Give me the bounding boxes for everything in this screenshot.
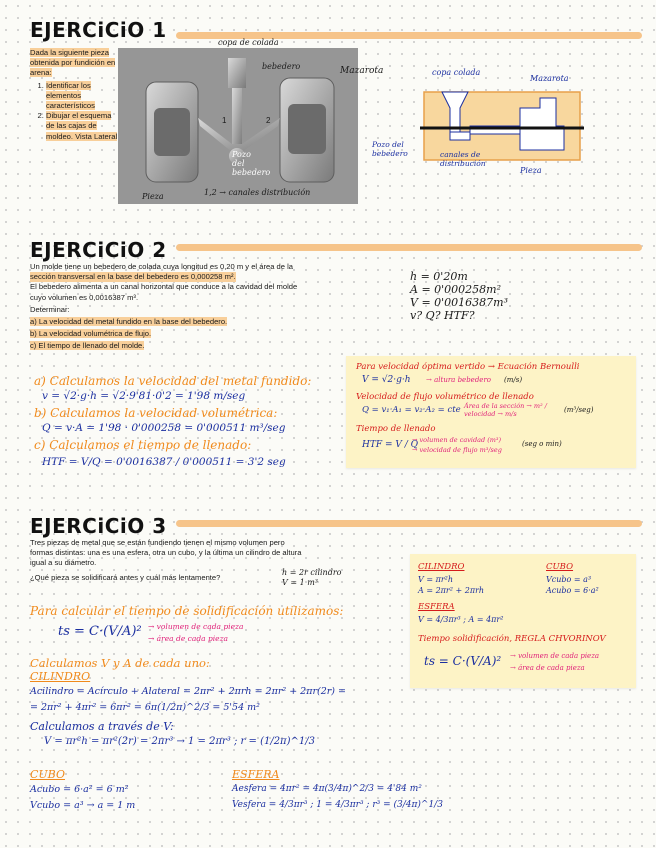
ej3-note-esf-t: ESFERA: [418, 602, 455, 612]
ej3-note-cyl-1: V = πr²h: [418, 575, 454, 584]
ej3-intro: Para calcular el tiempo de solidificación utilizamos:: [30, 604, 344, 618]
ej2-c-eq: HTF = V/Q = 0'0016387 / 0'000511 = 3'2 seg: [42, 456, 286, 468]
ej3-note-ts-n2: → área de cada pieza: [510, 664, 585, 672]
ej3-cubo-title: CUBO: [30, 768, 65, 781]
ej3-data-V: V = 1 m³: [282, 578, 318, 587]
ej2-c-title: c) Calculamos el tiempo de llenado:: [34, 438, 252, 452]
ej2-answers: [34, 374, 354, 468]
photo-label-copa: copa de colada: [218, 38, 279, 47]
ej3-note-cubo-2: Acubo = 6·a²: [546, 586, 599, 595]
ej3-line-2: formas distintas: una es una esfera, otra un cubo, y la última un cilindro de altura: [30, 548, 302, 558]
ej3-note-ts-t: Tiempo solidificación, REGLA CHVORINOV: [418, 634, 606, 644]
ej2-line-3: El bebedero alimenta a un canal horizontal que conduce a la cavidad del molde: [30, 282, 298, 292]
ej3-esf-title: ESFERA: [232, 768, 280, 781]
diagram-label-copa: copa colada: [432, 68, 481, 77]
ej1-item-1: 1. Identificar los elementos característicos: [46, 81, 118, 112]
ej2-q-c: c) El tiempo de llenado del molde.: [30, 341, 145, 351]
ej3-question: ¿Qué pieza se solidificará antes y cuál más lentamente?: [30, 572, 221, 582]
ej3-formula: ts = C·(V/A)²: [58, 624, 142, 639]
ej2-data-A: A = 0'000258m²: [410, 283, 502, 296]
ej2-line-1: Un molde tiene un bebedero de colada cuya longitud es 0,20 m y el área de la: [30, 262, 294, 271]
ej3-calc-title: Calculamos V y A de cada uno:: [30, 656, 210, 670]
ej3-cyl-l4: V = πr²h = πr²(2r) = 2πr³ → 1 = 2πr³ ; r = (1/2π)^1/3: [44, 736, 316, 747]
ej3-title-bar: [176, 520, 642, 527]
photo-label-canales: 1,2 → canales distribución: [204, 188, 311, 197]
ej1-statement: [30, 48, 118, 142]
diagram-label-canales: canales de distribución: [440, 150, 486, 168]
ej2-statement: [30, 262, 370, 352]
ej2-note-f3: HTF = V / Q: [362, 440, 418, 450]
ej3-cyl-l3: Calculamos a través de V:: [30, 720, 174, 733]
ej3-note-ts-n1: → volumen de cada pieza: [510, 652, 600, 660]
ej2-q-b: b) La velocidad volumétrica de flujo.: [30, 329, 152, 339]
ej2-note-f3-note1: → volumen de cavidad (m³): [412, 436, 502, 444]
ej3-note-cyl-2: A = 2πr² + 2πrh: [418, 586, 485, 595]
ej2-note-t3: Tiempo de llenado: [356, 424, 436, 434]
ej2-note-f1: V = √2·g·h: [362, 375, 411, 385]
ej2-note-f1-note: → altura bebedero: [426, 376, 491, 384]
photo-label-mazarota: Mazarota: [340, 66, 384, 76]
ej2-note-f2: Q = v₁·A₁ = v₂·A₂ = cte: [362, 405, 461, 415]
ej3-cyl-l2: = 2πr² + 4πr² = 6πr² = 6π(1/2π)^2/3 = 5'54 m²: [30, 702, 260, 713]
ej2-determinar: Determinar:: [30, 304, 70, 314]
ej2-note-f2-note: Área de la sección → m² / velocidad → m/s: [464, 402, 547, 418]
ej2-note-f3-note2: → velocidad de flujo m³/seg: [412, 446, 502, 454]
ej3-note: [410, 554, 636, 688]
ej2-note: [346, 356, 636, 468]
ej3-esf-l2: Vesfera = 4/3πr³ ; 1 = 4/3πr³ ; r³ = (3/4π)^1/3: [232, 800, 443, 810]
photo-label-1: 1: [222, 116, 227, 125]
ej3-note-cubo-t: CUBO: [546, 562, 574, 572]
ej1-title: EJERCiCiO 1: [30, 18, 167, 42]
ej3-cubo-l2: Vcubo = a³ → a = 1 m: [30, 800, 136, 811]
ej3-line-1: Tres piezas de metal que se están fundiendo tienen el mismo volumen pero: [30, 538, 285, 547]
ej2-a-title: a) Calculamos la velocidad del metal fundido:: [34, 374, 312, 388]
diagram-label-mazarota: Mazarota: [530, 74, 569, 83]
ej2-note-t1: Para velocidad óptima vertido → Ecuación Bernoulli: [356, 362, 580, 372]
ej2-line-4: cuyo volumen es 0,0016387 m³.: [30, 292, 139, 302]
ej3-esf-l1: Aesfera = 4πr² = 4π(3/4π)^2/3 = 4'84 m²: [232, 784, 422, 794]
ej3-note-ts-f: ts = C·(V/A)²: [424, 654, 502, 668]
ej2-note-f1-unit: (m/s): [504, 376, 523, 384]
ej3-cubo-l1: Acubo = 6·a² = 6 m²: [30, 784, 129, 795]
photo-label-2: 2: [266, 116, 271, 125]
ej2-note-t2: Velocidad de flujo volumétrico de llenado: [356, 392, 534, 402]
photo-label-pozo: Pozo del bebedero: [232, 150, 271, 177]
ej3-data: [282, 568, 341, 588]
ej2-a-eq: v = √2·g·h = √2·9'81·0'2 = 1'98 m/seg: [42, 390, 246, 402]
ej3-note-cyl-t: CILINDRO: [418, 562, 465, 572]
ej1-intro: Dada la siguiente pieza obtenida por fundición en arena:: [30, 48, 116, 78]
ej3-formula-note1: → volumen de cada pieza: [148, 622, 244, 631]
ej3-cyl-l1: Acilindro = Acírculo + Alateral = 2πr² + 2πrh = 2πr² + 2πr(2r) =: [30, 686, 346, 697]
ej2-data-V: V = 0'0016387m³: [410, 296, 509, 309]
ej3-data-h: h = 2r cilindro: [282, 568, 342, 577]
diagram-label-pozo: Pozo del bebedero: [372, 140, 408, 158]
ej2-line-2: sección transversal en la base del bebedero es 0,000258 m².: [30, 272, 236, 282]
ej2-note-f2-unit: (m³/seg): [564, 406, 594, 414]
ej2-note-f3-unit: (seg o min): [522, 440, 562, 448]
ej2-b-eq: Q = v·A = 1'98 · 0'000258 = 0'000511 m³/seg: [42, 422, 286, 434]
photo-label-bebedero: bebedero: [262, 62, 301, 71]
ej2-b-title: b) Calculamos la velocidad volumétrica:: [34, 406, 278, 420]
ej3-note-esf-1: V = 4/3πr³ ; A = 4πr²: [418, 615, 504, 624]
ej2-title-bar: [176, 244, 642, 251]
diagram-label-pieza: Pieza: [520, 166, 542, 175]
ej3-formula-note2: → área de cada pieza: [148, 634, 229, 643]
ej1-item-2: 2. Dibujar el esquema de las cajas de moldeo. Vista Lateral: [46, 111, 118, 142]
photo-label-pieza: Pieza: [142, 192, 164, 201]
ej2-data-q: v? Q? HTF?: [410, 309, 475, 322]
ej2-data-h: h = 0'20m: [410, 270, 468, 283]
ej3-cyl-title: CILINDRO: [30, 670, 91, 683]
ej3-title: EJERCiCiO 3: [30, 514, 167, 538]
ej3-line-3: igual a su diámetro.: [30, 558, 97, 568]
ej2-title: EJERCiCiO 2: [30, 238, 167, 262]
casting-photo: [118, 48, 358, 204]
ej2-data: [410, 270, 508, 322]
ej2-q-a: a) La velocidad del metal fundido en la base del bebedero.: [30, 317, 228, 327]
ej3-note-cubo-1: Vcubo = a³: [546, 575, 592, 584]
